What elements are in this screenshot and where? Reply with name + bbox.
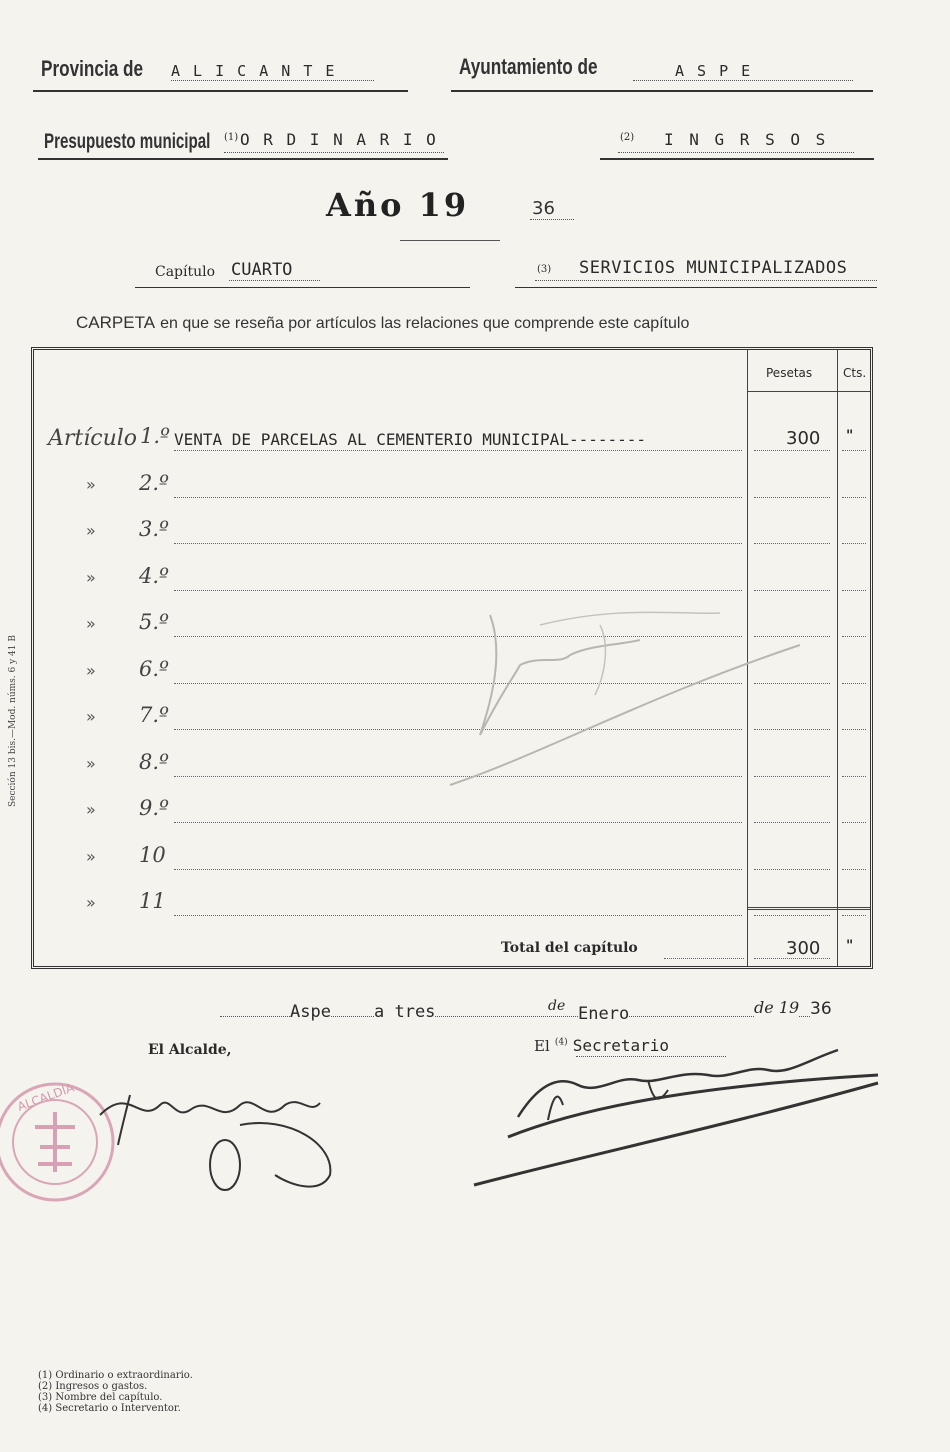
- capitulo-field: [135, 256, 470, 292]
- ornament-divider: [400, 240, 500, 241]
- provincia-label: Provincia de: [41, 56, 144, 81]
- col-header-pesetas: Pesetas: [766, 366, 813, 380]
- ditto-mark: »: [86, 800, 96, 819]
- article-number: 1.º: [140, 424, 170, 448]
- date-line: [220, 998, 832, 1028]
- pencil-scribble: [420, 585, 840, 805]
- table-row: [34, 519, 870, 549]
- provincia-value: A L I C A N T E: [171, 62, 337, 80]
- capitulo-name-ref: (3): [537, 264, 552, 275]
- date-month: Enero: [578, 1004, 630, 1024]
- ditto-mark: »: [86, 474, 96, 494]
- ano-field: [326, 186, 574, 246]
- capitulo-name-field: [515, 256, 877, 292]
- articulo-label: Artículo: [48, 426, 138, 451]
- date-year-prefix: de 19: [754, 998, 800, 1017]
- capitulo-value: CUARTO: [231, 260, 293, 280]
- date-place: Aspe: [290, 1002, 331, 1022]
- table-row: [34, 891, 870, 921]
- ano-value: 36: [532, 198, 555, 219]
- date-year: 36: [810, 999, 832, 1019]
- ditto-mark: »: [86, 893, 96, 912]
- ayuntamiento-label: Ayuntamiento de: [459, 54, 598, 79]
- ingresos-field: [600, 126, 874, 162]
- date-day: a tres: [374, 1002, 436, 1022]
- ditto-mark: »: [86, 660, 96, 680]
- capitulo-label: Capítulo: [155, 264, 216, 280]
- ayuntamiento-field: [451, 52, 873, 94]
- ditto-mark: »: [86, 567, 96, 587]
- ditto-mark: »: [86, 753, 96, 773]
- footnotes: [38, 1370, 338, 1414]
- table-row: [34, 426, 870, 456]
- col-header-cts: Cts.: [843, 366, 867, 380]
- secretario-value: Secretario: [572, 1036, 670, 1055]
- carpeta-line: [76, 313, 866, 337]
- presupuesto-ref: (1): [224, 132, 239, 143]
- alcalde-signature: [90, 1065, 350, 1195]
- ano-label: Año 19: [326, 186, 470, 224]
- article-number: 11: [139, 889, 166, 913]
- table-row: [34, 470, 870, 503]
- total-label: Total del capítulo: [501, 940, 638, 956]
- table-row: [34, 842, 870, 875]
- presupuesto-label: Presupuesto municipal: [44, 130, 211, 153]
- presupuesto-field: [38, 126, 448, 162]
- ditto-mark: »: [86, 614, 96, 633]
- date-de: de: [548, 998, 566, 1014]
- ditto-mark: »: [86, 521, 96, 540]
- article-number: 5.º: [139, 610, 169, 634]
- article-number: 6.º: [139, 656, 169, 681]
- article-number: 8.º: [139, 749, 169, 774]
- article-description: VENTA DE PARCELAS AL CEMENTERIO MUNICIPAL--------: [174, 430, 647, 449]
- provincia-field: [33, 52, 408, 94]
- ingresos-ref: (2): [620, 132, 635, 143]
- footnote-1: (1) Ordinario o extraordinario.: [38, 1370, 193, 1381]
- footnote-4: (4) Secretario o Interventor.: [38, 1403, 181, 1414]
- total-pesetas: 300: [786, 938, 821, 959]
- ditto-mark: »: [86, 707, 96, 726]
- footnote-2: (2) Ingresos o gastos.: [38, 1381, 148, 1392]
- total-cts: ": [846, 938, 854, 954]
- article-cts: ": [846, 428, 854, 444]
- capitulo-name-value: SERVICIOS MUNICIPALIZADOS: [579, 258, 848, 278]
- alcalde-label: El Alcalde,: [148, 1042, 232, 1058]
- article-number: 2.º: [139, 470, 169, 495]
- svg-text:ALCALDIA: ALCALDIA: [15, 1080, 76, 1114]
- carpeta-text: en que se reseña por artículos las relaciones que comprende este capítulo: [160, 315, 690, 332]
- ditto-mark: »: [86, 846, 96, 866]
- article-number: 10: [139, 842, 166, 867]
- article-number: 9.º: [139, 796, 169, 820]
- carpeta-title: CARPETA: [76, 313, 156, 332]
- secretario-el: El: [534, 1037, 550, 1055]
- margin-note-text: Sección 13 bis.—Mod. núms. 6 y 41 B: [8, 635, 18, 808]
- secretario-ref: (4): [554, 1037, 568, 1048]
- presupuesto-value: O R D I N A R I O: [240, 130, 438, 149]
- secretario-signature: [468, 1045, 888, 1195]
- article-number: 4.º: [139, 563, 169, 588]
- footnote-3: (3) Nombre del capítulo.: [38, 1392, 163, 1403]
- article-number: 7.º: [139, 703, 169, 727]
- article-number: 3.º: [139, 517, 169, 541]
- article-pesetas: 300: [786, 428, 821, 449]
- ingresos-value: I N G R S O S: [664, 130, 829, 149]
- ayuntamiento-value: A S P E: [675, 62, 753, 80]
